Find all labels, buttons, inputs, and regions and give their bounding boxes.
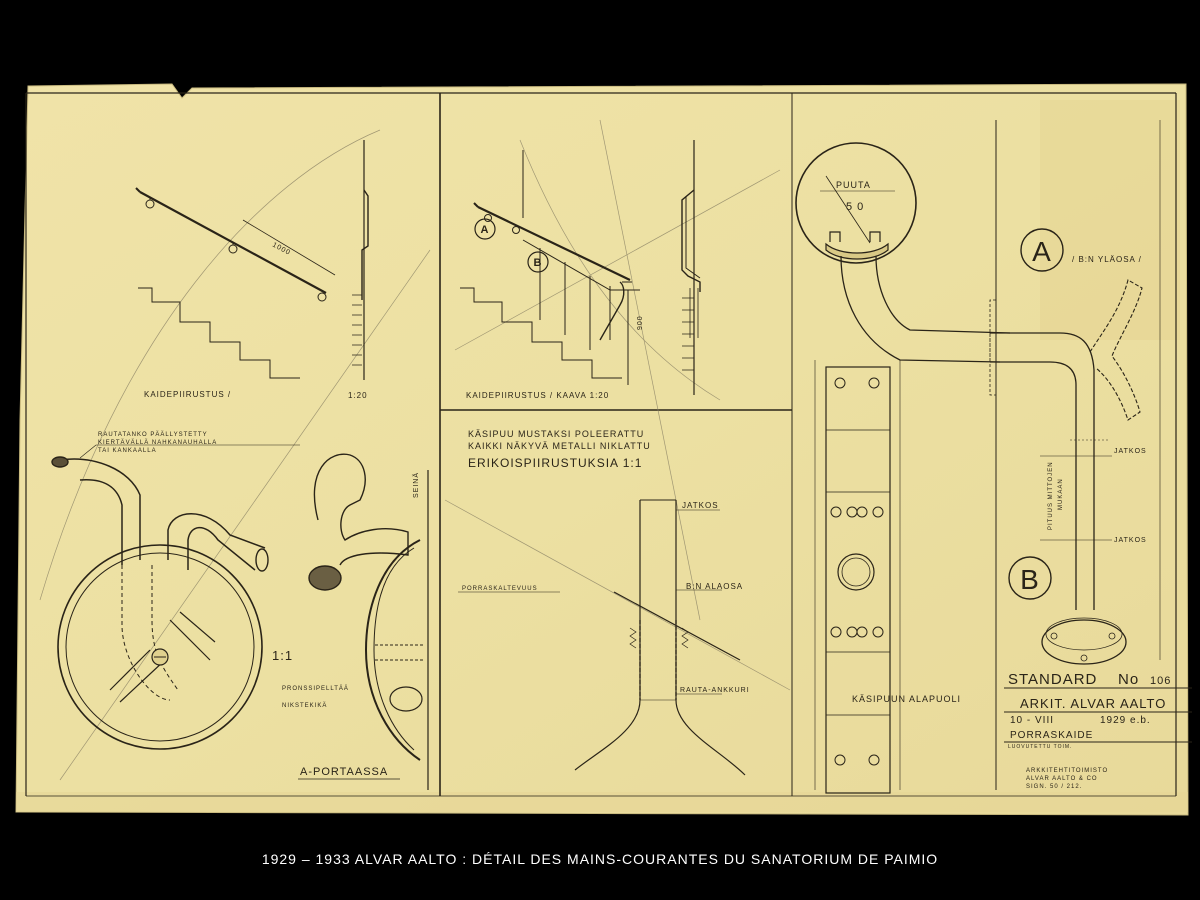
slide-caption: 1929 – 1933 ALVAR AALTO : DÉTAIL DES MAINS-COURANTES DU SANATORIUM DE PAIMIO (261, 851, 939, 867)
dimension-900: 900 (637, 315, 644, 330)
special-drawings-heading: ERIKOISPIIRUSTUKSIA 1:1 (468, 456, 643, 470)
standard-number: 106 (1150, 675, 1172, 687)
architect-name: ARKIT. ALVAR AALTO (1020, 696, 1167, 711)
leather-note-3: TAI KANKAALLA (98, 448, 157, 454)
drawing-year: 1929 e.b. (1100, 715, 1151, 726)
paper-fold (16, 792, 1188, 812)
note-line-2: KAIKKI NÄKYVÄ METALLI NIKLATTU (468, 441, 651, 451)
standard-label: STANDARD (1008, 671, 1098, 688)
drawing-name: PORRASKAIDE (1010, 730, 1094, 741)
tube-cross-section (309, 566, 341, 590)
panel-3-title: A-PORTAASSA (300, 766, 389, 778)
handover-label: LUOVUTETTU TOIM. (1008, 744, 1073, 750)
office-stamp-3: SIGN. 50 / 212. (1026, 784, 1083, 790)
marker-b-label: B (533, 257, 543, 269)
office-stamp-2: ALVAR AALTO & CO (1026, 776, 1098, 782)
standard-no-label: No (1118, 671, 1140, 688)
panel-1-title: KAIDEPIIRUSTUS / (144, 390, 232, 399)
marker-b-large-label: B (1020, 564, 1040, 595)
panel-1-scale: 1:20 (348, 391, 368, 400)
office-stamp-1: ARKKITEHTITOIMISTO (1026, 768, 1109, 774)
wall-label: SEINÄ (413, 472, 420, 499)
dimension-1000: 1000 (271, 241, 292, 257)
jatkos-label-lower: JATKOS (1114, 537, 1147, 544)
length-note-1: PITUUS MITTOJEN (1048, 461, 1054, 530)
panel-2-title: KAIDEPIIRUSTUS / KAAVA 1:20 (466, 391, 610, 400)
marker-a-label: A (480, 224, 490, 236)
bronze-plate-note: PRONSSIPELLTÄÄ (282, 686, 349, 692)
dimension-50: 5 0 (846, 201, 865, 213)
iron-anchor-label: RAUTA-ANKKURI (680, 687, 750, 694)
leather-note-1: RAUTATANKO PÄÄLLYSTETTY (98, 432, 208, 438)
length-note-2: MUKAAN (1058, 478, 1064, 510)
jatkos-label-upper: JATKOS (1114, 448, 1147, 455)
b-upper-part-label: / B:N YLÄOSA / (1072, 255, 1142, 264)
drawing-date: 10 - VIII (1010, 715, 1055, 726)
paper-stain (1040, 100, 1180, 340)
nickel-plate-note: NIKSTEKIKÄ (282, 703, 328, 709)
handrail-underside-label: KÄSIPUUN ALAPUOLI (852, 694, 962, 704)
stair-slope-label: PORRASKALTEVUUS (462, 586, 538, 592)
note-line-1: KÄSIPUU MUSTAKSI POLEERATTU (468, 429, 645, 439)
wood-label: PUUTA (836, 180, 871, 190)
b-lower-part-label: B:N ALAOSA (686, 582, 744, 591)
marker-a-large-label: A (1032, 236, 1052, 267)
leather-note-2: KIERTÄVÄLLÄ NAHKANAUHALLA (98, 440, 218, 446)
jatkos-label-panel4: JATKOS (682, 501, 719, 510)
panel-3-scale: 1:1 (272, 648, 294, 663)
